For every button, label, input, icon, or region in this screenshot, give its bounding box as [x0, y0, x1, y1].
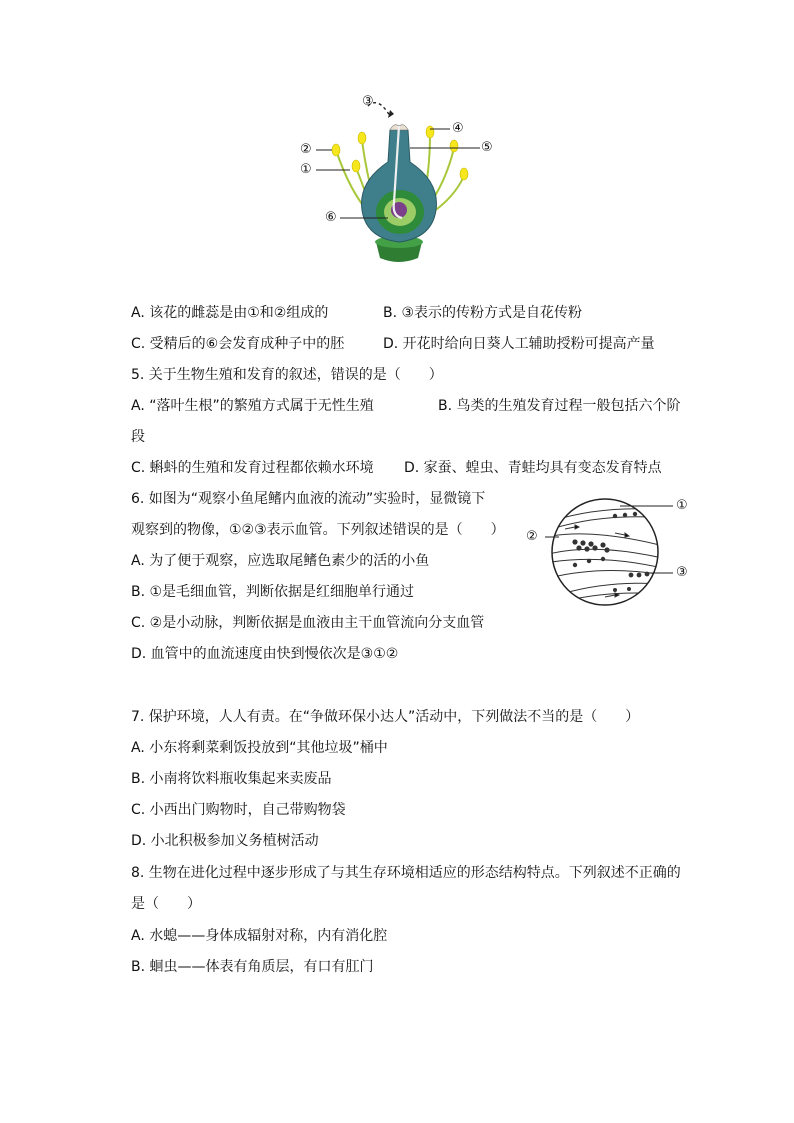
flower-label-4: ④	[452, 121, 464, 136]
q6-option-d: D. 血管中的血流速度由快到慢依次是③①②	[131, 646, 399, 662]
q7-option-c: C. 小西出门购物时，自己带购物袋	[131, 802, 346, 818]
micro-label-3: ③	[676, 565, 688, 580]
q8-stem-2: 是（ ）	[131, 896, 201, 912]
q8-stem-1: 8. 生物在进化过程中逐步形成了与其生存环境相适应的形态结构特点。下列叙述不正确的	[131, 865, 681, 881]
q7-option-a: A. 小东将剩菜剩饭投放到“其他垃圾”桶中	[131, 740, 388, 756]
q5-stem: 5. 关于生物生殖和发育的叙述，错误的是（ ）	[131, 367, 443, 383]
microscope-view-diagram	[545, 493, 675, 613]
flower-diagram	[290, 92, 510, 270]
flower-label-3: ③	[362, 94, 374, 109]
q4-option-d: D. 开花时给向日葵人工辅助授粉可提高产量	[383, 336, 655, 352]
q7-stem: 7. 保护环境，人人有责。在“争做环保小达人”活动中，下列做法不当的是（ ）	[131, 709, 640, 725]
q6-stem-1: 6. 如图为“观察小鱼尾鳍内血液的流动”实验时，显微镜下	[131, 491, 486, 507]
q4-option-c: C. 受精后的⑥会发育成种子中的胚	[131, 336, 345, 352]
q5-option-c: C. 蝌蚪的生殖和发育过程都依赖水环境	[131, 460, 374, 476]
q7-option-d: D. 小北积极参加义务植树活动	[131, 833, 319, 849]
q6-option-c: C. ②是小动脉，判断依据是血液由主干血管流向分支血管	[131, 615, 485, 631]
q6-option-b: B. ①是毛细血管，判断依据是红细胞单行通过	[131, 584, 415, 600]
q7-option-b: B. 小南将饮料瓶收集起来卖废品	[131, 771, 332, 787]
q5-option-b-cont: 段	[131, 429, 145, 445]
q5-option-d: D. 家蚕、蝗虫、青蛙均具有变态发育特点	[404, 460, 662, 476]
micro-label-1: ①	[676, 498, 688, 513]
micro-label-2: ②	[526, 529, 538, 544]
q4-option-b: B. ③表示的传粉方式是自花传粉	[383, 305, 583, 321]
q6-stem-2: 观察到的物像，①②③表示血管。下列叙述错误的是（ ）	[131, 522, 505, 538]
q8-option-a: A. 水螅——身体成辐射对称，内有消化腔	[131, 928, 388, 944]
q4-option-a: A. 该花的雌蕊是由①和②组成的	[131, 305, 329, 321]
q6-option-a: A. 为了便于观察，应选取尾鳍色素少的活的小鱼	[131, 553, 430, 569]
flower-label-5: ⑤	[481, 140, 493, 155]
flower-label-6: ⑥	[325, 210, 337, 225]
flower-label-2: ②	[300, 142, 312, 157]
q5-option-b: B. 鸟类的生殖发育过程一般包括六个阶	[438, 398, 681, 414]
q8-option-b: B. 蛔虫——体表有角质层，有口有肛门	[131, 959, 374, 975]
flower-label-1: ①	[300, 162, 312, 177]
q5-option-a: A. “落叶生根”的繁殖方式属于无性生殖	[131, 398, 374, 414]
